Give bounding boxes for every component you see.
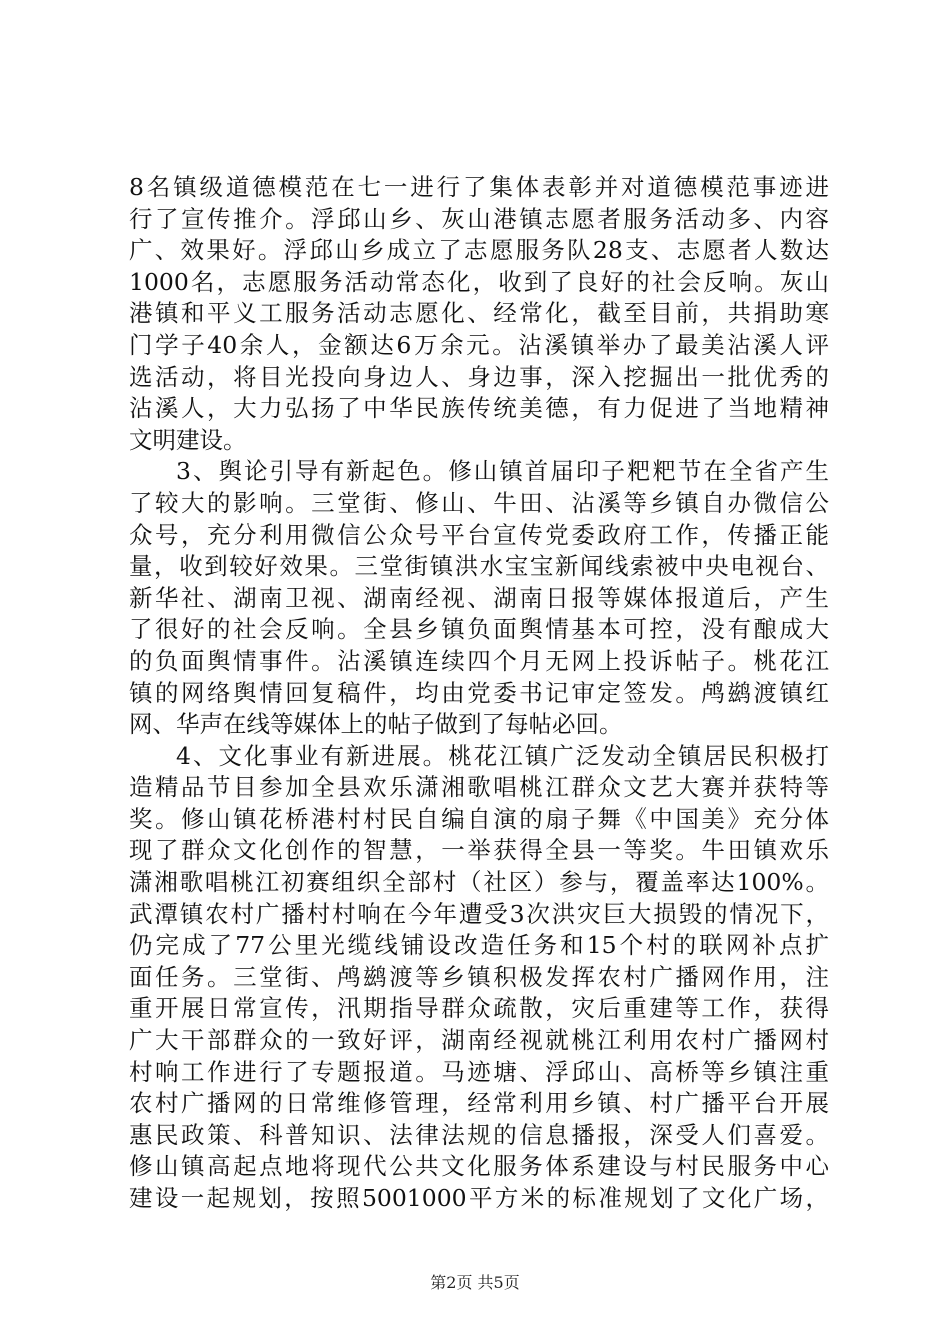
text-line: 港镇和平义工服务活动志愿化、经常化，截至目前，共捐助寒 <box>129 299 829 328</box>
text-line: 潇湘歌唱桃江初赛组织全部村（社区）参与，覆盖率达100%。 <box>129 868 829 897</box>
text-line: 奖。修山镇花桥港村村民自编自演的扇子舞《中国美》充分体 <box>129 804 829 833</box>
text-line: 8名镇级道德模范在七一进行了集体表彰并对道德模范事迹进 <box>129 173 829 201</box>
text-line: 农村广播网的日常维修管理，经常利用乡镇、村广播平台开展 <box>129 1089 829 1118</box>
text-line: 行了宣传推介。浮邱山乡、灰山港镇志愿者服务活动多、内容 <box>129 204 829 233</box>
text-line: 镇的网络舆情回复稿件，均由党委书记审定签发。鸬鹚渡镇红 <box>129 678 829 707</box>
text-line: 村响工作进行了专题报道。马迹塘、浮邱山、高桥等乡镇注重 <box>129 1057 829 1086</box>
page-footer: 第2页 共5页 <box>430 1273 520 1292</box>
text-line: 现了群众文化创作的智慧，一举获得全县一等奖。牛田镇欢乐 <box>129 836 829 865</box>
text-line: 了很好的社会反响。全县乡镇负面舆情基本可控，没有酿成大 <box>129 615 829 644</box>
text-line: 3、舆论引导有新起色。修山镇首届印子粑粑节在全省产生 <box>176 457 829 486</box>
text-line: 的负面舆情事件。沾溪镇连续四个月无网上投诉帖子。桃花江 <box>129 646 829 675</box>
text-line: 网、华声在线等媒体上的帖子做到了每帖必回。 <box>129 710 623 739</box>
body-text <box>129 172 829 1215</box>
text-line: 1000名，志愿服务活动常态化，收到了良好的社会反响。灰山 <box>129 267 829 296</box>
text-line: 广大干部群众的一致好评，湖南经视就桃江利用农村广播网村 <box>129 1026 829 1055</box>
text-line: 仍完成了77公里光缆线铺设改造任务和15个村的联网补点扩 <box>129 931 829 960</box>
text-line: 量，收到较好效果。三堂街镇洪水宝宝新闻线索被中央电视台、 <box>129 552 829 581</box>
text-line: 惠民政策、科普知识、法律法规的信息播报，深受人们喜爱。 <box>129 1120 829 1149</box>
text-line: 文明建设。 <box>129 425 247 454</box>
text-line: 造精品节目参加全县欢乐潇湘歌唱桃江群众文艺大赛并获特等 <box>129 773 829 802</box>
text-line: 面任务。三堂街、鸬鹚渡等乡镇积极发挥农村广播网作用，注 <box>129 962 829 991</box>
text-line: 重开展日常宣传，汛期指导群众疏散，灾后重建等工作，获得 <box>129 994 829 1023</box>
text-line: 建设一起规划，按照5001000平方米的标准规划了文化广场， <box>129 1184 829 1212</box>
text-line: 沾溪人，大力弘扬了中华民族传统美德，有力促进了当地精神 <box>129 394 829 423</box>
text-line: 选活动，将目光投向身边人、身边事，深入挖掘出一批优秀的 <box>129 362 829 391</box>
text-line: 新华社、湖南卫视、湖南经视、湖南日报等媒体报道后，产生 <box>129 583 829 612</box>
text-line: 众号，充分利用微信公众号平台宣传党委政府工作，传播正能 <box>129 520 829 549</box>
text-line: 修山镇高起点地将现代公共文化服务体系建设与村民服务中心 <box>129 1152 829 1181</box>
text-line: 广、效果好。浮邱山乡成立了志愿服务队28支、志愿者人数达 <box>129 236 829 265</box>
text-line: 了较大的影响。三堂街、修山、牛田、沾溪等乡镇自办微信公 <box>129 488 829 517</box>
text-line: 门学子40余人，金额达6万余元。沾溪镇举办了最美沾溪人评 <box>129 330 829 359</box>
text-line: 4、文化事业有新进展。桃花江镇广泛发动全镇居民积极打 <box>176 741 829 770</box>
text-line: 武潭镇农村广播村村响在今年遭受3次洪灾巨大损毁的情况下， <box>129 899 829 928</box>
